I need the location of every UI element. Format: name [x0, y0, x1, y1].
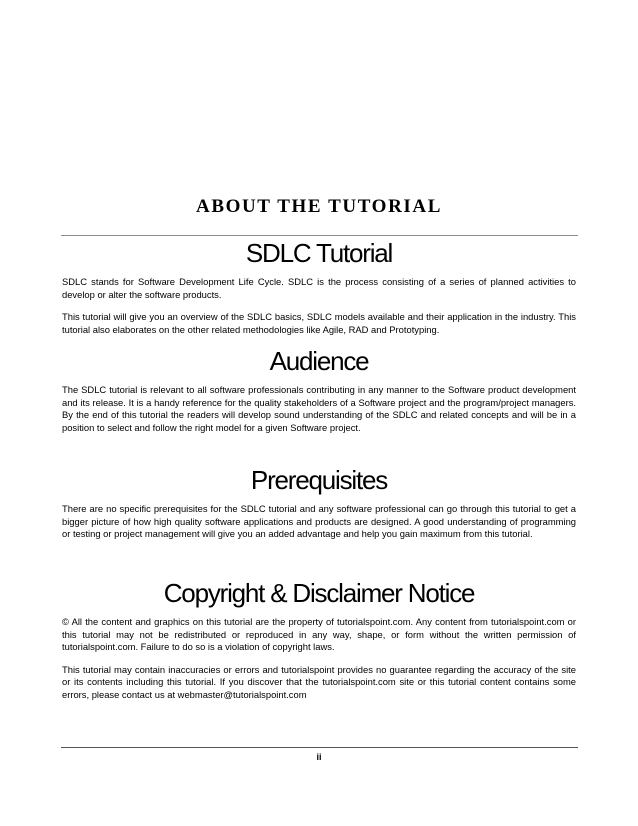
- section-heading-copyright: Copyright & Disclaimer Notice: [163, 578, 475, 608]
- header-divider: [61, 235, 578, 236]
- section-audience: [62, 346, 576, 444]
- section-heading-prerequisites: Prerequisites: [250, 465, 388, 495]
- section-sdlc-tutorial: [62, 238, 576, 346]
- page-number: ii: [316, 752, 322, 762]
- copyright-text: All the content and graphics on this tutorial are the property of tutorialspoint.com. Any content from tutorialspoint.com or this tutorial may not be redistributed or reproduced in any way, shape, or form without the written permission of tutorialspoint.com. Failure to do so is a violation of copyright laws.: [62, 616, 576, 652]
- section-heading-audience: Audience: [269, 346, 369, 376]
- paragraph-copyright-2: This tutorial may contain inaccuracies or errors and tutorialspoint provides no guarantee regarding the accuracy of the site or its contents including this tutorial. If you discover that the tutorialspoint.com site or this tutorial content contains some errors, please contact us at webmaster@tutorialspoint.com: [62, 663, 576, 700]
- section-copyright: [62, 578, 576, 711]
- paragraph-prerequisites-1: There are no specific prerequisites for the SDLC tutorial and any software professional can go through this tutorial to get a bigger picture of how high quality software applications and products are designed. A good understanding of programming or testing or project management will give you an added advantage and help you gain maximum from this tutorial.: [62, 503, 576, 539]
- paragraph-sdlc-2: This tutorial will give you an overview of the SDLC basics, SDLC models available and their application in the industry. This tutorial also elaborates on the other related methodologies like Agile, RAD and Prototyping.: [62, 311, 576, 335]
- page-title: ABOUT THE TUTORIAL: [196, 196, 442, 217]
- paragraph-audience-1: The SDLC tutorial is relevant to all software professionals contributing in any manner to the Software product development and its release. It is a handy reference for the quality stakeholders of a Software project and the program/project managers. By the end of this tutorial the readers will develop sound understanding of the SDLC and related concepts and will be in a position to select and follow the right model for a given Software project.: [62, 384, 576, 433]
- paragraph-sdlc-1: SDLC stands for Software Development Life Cycle. SDLC is the process consisting of a series of planned activities to develop or alter the software products.: [62, 276, 576, 300]
- paragraph-copyright-1: [62, 616, 576, 654]
- section-heading-sdlc: SDLC Tutorial: [245, 238, 393, 268]
- section-prerequisites: [62, 465, 576, 551]
- footer-divider: [61, 747, 578, 748]
- copyright-symbol: ©: [62, 616, 69, 627]
